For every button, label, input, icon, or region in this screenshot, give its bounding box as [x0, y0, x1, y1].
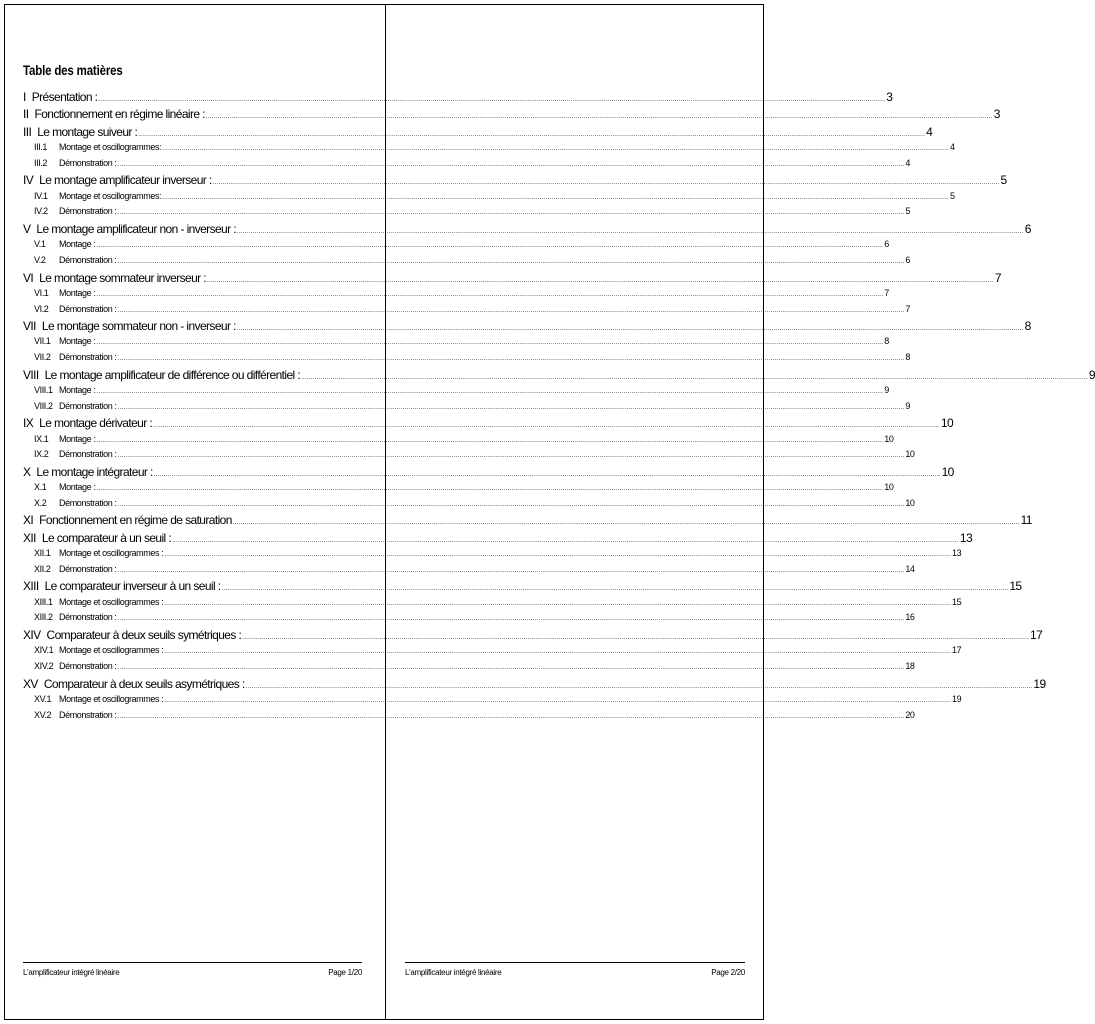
toc-entry-page: 7 [994, 270, 1001, 285]
footer-doc-title: L'amplificateur intégré linéaire [23, 968, 120, 977]
dot-leader: ................................................................................................................................................................................................................................................................................................................................................................................................................ [117, 567, 905, 574]
dot-leader: ................................................................................................................................................................................................................................................................................................................................................................................................................ [164, 552, 952, 559]
toc-subentry[interactable] [23, 254, 910, 271]
dot-leader: ................................................................................................................................................................................................................................................................................................................................................................................................................ [117, 501, 905, 508]
toc-entry-number: IX [23, 416, 34, 431]
toc-entry-title: Démonstration : [59, 660, 117, 671]
toc-entry-title: Montage : [59, 239, 96, 250]
toc-entry-title: Le montage sommateur non - inverseur : [41, 319, 236, 334]
toc-entry-page: 6 [1024, 221, 1031, 236]
toc-entry-page: 4 [905, 157, 910, 168]
toc-entry-page: 6 [884, 239, 889, 250]
toc-entry-number: XIII.2 [34, 612, 53, 623]
toc-entry-number: IX.1 [34, 433, 49, 444]
toc-entry[interactable] [23, 124, 933, 142]
toc-subentry[interactable] [23, 645, 962, 661]
dot-leader: ................................................................................................................................................................................................................................................................................................................................................................................................................ [117, 713, 905, 720]
toc-entry-title: Le comparateur inverseur à un seuil : [44, 579, 221, 594]
dot-leader: ................................................................................................................................................................................................................................................................................................................................................................................................................ [153, 471, 941, 478]
toc-entry-number: VIII.1 [34, 385, 53, 396]
toc-entry-title: Le montage suiveur : [37, 124, 138, 139]
toc-entry-number: I [23, 90, 26, 104]
toc-entry-page: 16 [905, 612, 915, 623]
toc-entry[interactable] [23, 107, 1000, 124]
toc-entry-title: Démonstration : [59, 303, 117, 314]
toc-subentry[interactable] [23, 400, 910, 417]
toc-entry-page: 5 [905, 206, 910, 217]
toc-entry-title: Démonstration : [59, 254, 117, 265]
toc-subentry[interactable] [23, 660, 915, 677]
toc-entry-title: Montage : [59, 287, 96, 298]
toc-entry-page: 5 [1000, 173, 1007, 188]
toc-entry-number: IV [23, 173, 34, 188]
toc-entry[interactable] [23, 319, 1031, 336]
toc-subentry[interactable] [23, 385, 889, 401]
toc-entry-number: XIV.2 [34, 660, 54, 671]
toc-entry-number: XI [23, 513, 34, 528]
toc-entry-title: Le comparateur à un seuil : [41, 530, 172, 545]
toc-entry-number: XV.2 [34, 709, 52, 720]
toc-entry-page: 10 [905, 497, 915, 508]
toc-entry[interactable] [23, 530, 973, 548]
toc-entry-page: 8 [1024, 319, 1031, 334]
toc-entry-page: 17 [1030, 627, 1043, 642]
dot-leader: ................................................................................................................................................................................................................................................................................................................................................................................................................ [117, 307, 905, 314]
toc-entry[interactable] [23, 270, 1001, 288]
dot-leader: ................................................................................................................................................................................................................................................................................................................................................................................................................ [212, 180, 1000, 187]
dot-leader: ................................................................................................................................................................................................................................................................................................................................................................................................................ [96, 389, 884, 396]
dot-leader: ................................................................................................................................................................................................................................................................................................................................................................................................................ [207, 277, 994, 284]
dot-leader: ................................................................................................................................................................................................................................................................................................................................................................................................................ [164, 697, 952, 704]
toc-entry-page: 10 [905, 449, 915, 460]
toc-entry[interactable] [23, 627, 1043, 645]
toc-subentry[interactable] [23, 497, 915, 514]
dot-leader: ................................................................................................................................................................................................................................................................................................................................................................................................................ [96, 243, 884, 250]
toc-entry-page: 5 [949, 190, 955, 201]
toc-subentry[interactable] [23, 596, 962, 613]
toc-entry-title: Le montage amplificateur de différence ou différentiel : [44, 367, 301, 382]
toc-entry-page: 10 [940, 416, 954, 431]
dot-leader: ................................................................................................................................................................................................................................................................................................................................................................................................................ [205, 114, 993, 121]
toc-subentry[interactable] [23, 693, 962, 710]
toc-entry-page: 19 [952, 693, 962, 704]
toc-entry-number: V [23, 221, 31, 236]
toc-entry-page: 13 [959, 530, 973, 545]
footer-doc-title: L'amplificateur intégré linéaire [405, 968, 502, 977]
toc-entry-title: Comparateur à deux seuils asymétriques : [43, 676, 245, 691]
toc-entry-page: 11 [1020, 513, 1032, 528]
dot-leader: ................................................................................................................................................................................................................................................................................................................................................................................................................ [96, 340, 884, 347]
dot-leader: ................................................................................................................................................................................................................................................................................................................................................................................................................ [117, 161, 905, 168]
toc-entry-number: XII [23, 530, 36, 545]
toc-entry-title: Le montage amplificateur inverseur : [39, 173, 212, 188]
toc-entry-page: 18 [905, 660, 915, 671]
dot-leader: ................................................................................................................................................................................................................................................................................................................................................................................................................ [117, 453, 905, 460]
toc-entry-page: 7 [884, 287, 889, 298]
toc-entry-number: X [23, 464, 31, 479]
dot-leader: ................................................................................................................................................................................................................................................................................................................................................................................................................ [162, 146, 949, 153]
toc-entry-title: Comparateur à deux seuils symétriques : [46, 627, 242, 642]
toc-subentry[interactable] [23, 563, 915, 580]
toc-entry-title: Montage : [59, 482, 96, 493]
dot-leader: ................................................................................................................................................................................................................................................................................................................................................................................................................ [117, 210, 905, 217]
toc-subentry[interactable] [23, 482, 894, 498]
page-2 [386, 4, 764, 1020]
toc-entry-title: Démonstration : [59, 206, 117, 217]
toc-entry-page: 20 [905, 709, 915, 720]
toc-entry-number: IV.1 [34, 190, 48, 201]
toc-entry-number: III.2 [34, 157, 48, 168]
toc-entry[interactable] [23, 221, 1031, 239]
toc-entry-page: 9 [1088, 367, 1095, 382]
page-footer [405, 962, 745, 977]
toc-subentry[interactable] [23, 239, 889, 255]
toc-entry-number: XV [23, 676, 38, 691]
dot-leader: ................................................................................................................................................................................................................................................................................................................................................................................................................ [232, 520, 1020, 527]
page-footer [23, 962, 362, 977]
toc-entry-page: 19 [1033, 676, 1046, 691]
toc-subentry[interactable] [23, 352, 910, 368]
toc-entry-title: Montage et oscillogrammes : [59, 548, 164, 559]
toc-entry-number: X.2 [34, 497, 47, 508]
footer-page-number: Page 2/20 [711, 968, 745, 977]
toc-entry[interactable] [23, 367, 1095, 385]
toc-entry-page: 4 [949, 142, 955, 153]
toc-entry-page: 7 [905, 303, 910, 314]
toc-entry-number: XIV [23, 627, 41, 642]
toc-subentry[interactable] [23, 303, 910, 320]
toc-entry-title: Le montage sommateur inverseur : [39, 270, 207, 285]
toc-entry[interactable] [23, 90, 893, 107]
toc-entry-number: VI [23, 270, 34, 285]
toc-entry-page: 3 [886, 90, 893, 104]
dot-leader: ................................................................................................................................................................................................................................................................................................................................................................................................................ [117, 616, 905, 623]
toc-entry-title: Montage et oscillogrammes: [59, 190, 162, 201]
toc-subentry[interactable] [23, 206, 910, 222]
toc-entry-page: 17 [952, 645, 962, 656]
dot-leader: ................................................................................................................................................................................................................................................................................................................................................................................................................ [98, 97, 886, 103]
toc-entry-title: Démonstration : [59, 709, 117, 720]
toc-entry-number: V.2 [34, 254, 46, 265]
toc-entry-title: Fonctionnement en régime linéaire : [34, 107, 205, 122]
toc-entry-page: 6 [905, 254, 910, 265]
toc-entry-number: VI.1 [34, 287, 49, 298]
dot-leader: ................................................................................................................................................................................................................................................................................................................................................................................................................ [237, 228, 1024, 235]
toc-subentry[interactable] [23, 336, 889, 352]
footer-page-number: Page 1/20 [328, 968, 362, 977]
toc-entry-title: Le montage amplificateur non - inverseur : [36, 221, 236, 236]
toc-entry-number: IX.2 [34, 449, 49, 460]
toc-entry-title: Démonstration : [59, 352, 117, 363]
toc-entry-title: Démonstration : [59, 563, 117, 574]
toc-entry-page: 14 [905, 563, 915, 574]
toc-entry-number: V.1 [34, 239, 46, 250]
dot-leader: ................................................................................................................................................................................................................................................................................................................................................................................................................ [301, 374, 1088, 381]
toc-entry-number: VII.2 [34, 352, 51, 363]
toc-entry[interactable] [23, 464, 954, 482]
toc-entry-number: VI.2 [34, 303, 49, 314]
toc-entry-number: XII.2 [34, 563, 51, 574]
toc-entry-number: III.1 [34, 142, 48, 153]
toc-entry-page: 9 [905, 400, 910, 411]
dot-leader: ................................................................................................................................................................................................................................................................................................................................................................................................................ [96, 437, 884, 444]
toc-entry-title: Montage : [59, 336, 96, 347]
dot-leader: ................................................................................................................................................................................................................................................................................................................................................................................................................ [221, 586, 1009, 593]
dot-leader: ................................................................................................................................................................................................................................................................................................................................................................................................................ [153, 423, 940, 430]
toc-subentry[interactable] [23, 449, 915, 465]
toc-entry-page: 13 [952, 548, 962, 559]
dot-leader: ................................................................................................................................................................................................................................................................................................................................................................................................................ [117, 664, 905, 671]
dot-leader: ................................................................................................................................................................................................................................................................................................................................................................................................................ [138, 131, 926, 138]
toc-entry-page: 10 [884, 482, 894, 493]
toc-entry-number: XII.1 [34, 548, 51, 559]
toc-subentry[interactable] [23, 433, 894, 450]
toc-entry-number: XIV.1 [34, 645, 54, 656]
toc-entry-title: Présentation : [31, 90, 98, 104]
toc-entry-title: Montage et oscillogrammes : [59, 596, 164, 607]
toc-entry-page: 10 [884, 433, 894, 444]
toc-entry-number: III [23, 124, 32, 139]
toc-subentry[interactable] [23, 287, 889, 304]
toc-title: Table des matières [23, 62, 123, 78]
toc-entry[interactable] [23, 579, 1022, 596]
toc-entry-title: Le montage dérivateur : [39, 416, 153, 431]
toc-entry-title: Montage et oscillogrammes : [59, 645, 164, 656]
toc-subentry[interactable] [23, 142, 955, 158]
toc-subentry[interactable] [23, 612, 915, 628]
toc-entry-page: 15 [952, 596, 962, 607]
toc-entry-number: IV.2 [34, 206, 48, 217]
toc-entry-title: Démonstration : [59, 157, 117, 168]
toc-entry-title: Montage et oscillogrammes: [59, 142, 162, 153]
toc-entry-title: Démonstration : [59, 400, 117, 411]
dot-leader: ................................................................................................................................................................................................................................................................................................................................................................................................................ [236, 326, 1024, 333]
toc-entry-number: XV.1 [34, 693, 52, 704]
dot-leader: ................................................................................................................................................................................................................................................................................................................................................................................................................ [96, 291, 884, 298]
toc-entry-number: VII.1 [34, 336, 51, 347]
toc-subentry[interactable] [23, 709, 915, 726]
toc-entry-number: XIII.1 [34, 596, 53, 607]
toc-entry-title: Démonstration : [59, 497, 117, 508]
toc-subentry[interactable] [23, 190, 955, 207]
toc-entry-title: Démonstration : [59, 612, 117, 623]
toc-entry-page: 10 [941, 464, 954, 479]
toc-entry-page: 8 [884, 336, 889, 347]
dot-leader: ................................................................................................................................................................................................................................................................................................................................................................................................................ [162, 194, 949, 201]
toc-entry-title: Montage : [59, 385, 96, 396]
toc-entry[interactable] [23, 676, 1046, 694]
toc-entry-page: 15 [1009, 579, 1022, 594]
toc-entry[interactable] [23, 416, 954, 433]
dot-leader: ................................................................................................................................................................................................................................................................................................................................................................................................................ [164, 600, 952, 607]
dot-leader: ................................................................................................................................................................................................................................................................................................................................................................................................................ [117, 356, 905, 363]
dot-leader: ................................................................................................................................................................................................................................................................................................................................................................................................................ [172, 537, 959, 544]
toc-entry-number: VIII [23, 367, 39, 382]
toc-entry-page: 4 [926, 124, 933, 139]
toc-entry-number: II [23, 107, 29, 122]
dot-leader: ................................................................................................................................................................................................................................................................................................................................................................................................................ [245, 683, 1033, 690]
toc-entry-number: XIII [23, 579, 39, 594]
dot-leader: ................................................................................................................................................................................................................................................................................................................................................................................................................ [96, 486, 884, 493]
toc-entry-number: VIII.2 [34, 400, 53, 411]
toc-entry-title: Fonctionnement en régime de saturation [39, 513, 232, 528]
toc-subentry[interactable] [23, 157, 910, 174]
toc-entry-title: Montage et oscillogrammes : [59, 693, 164, 704]
toc-entry-number: X.1 [34, 482, 47, 493]
dot-leader: ................................................................................................................................................................................................................................................................................................................................................................................................................ [117, 258, 905, 265]
table-of-contents [23, 90, 1095, 725]
toc-entry-page: 8 [905, 352, 910, 363]
dot-leader: ................................................................................................................................................................................................................................................................................................................................................................................................................ [242, 634, 1030, 641]
toc-entry-page: 9 [884, 385, 889, 396]
toc-entry-number: VII [23, 319, 36, 334]
toc-entry-title: Montage : [59, 433, 96, 444]
toc-subentry[interactable] [23, 548, 962, 564]
dot-leader: ................................................................................................................................................................................................................................................................................................................................................................................................................ [164, 649, 952, 656]
dot-leader: ................................................................................................................................................................................................................................................................................................................................................................................................................ [117, 404, 905, 411]
toc-entry-title: Démonstration : [59, 449, 117, 460]
toc-entry-page: 3 [993, 107, 1000, 122]
toc-entry-title: Le montage intégrateur : [36, 464, 153, 479]
toc-entry[interactable] [23, 173, 1007, 190]
toc-entry[interactable] [23, 513, 1032, 530]
